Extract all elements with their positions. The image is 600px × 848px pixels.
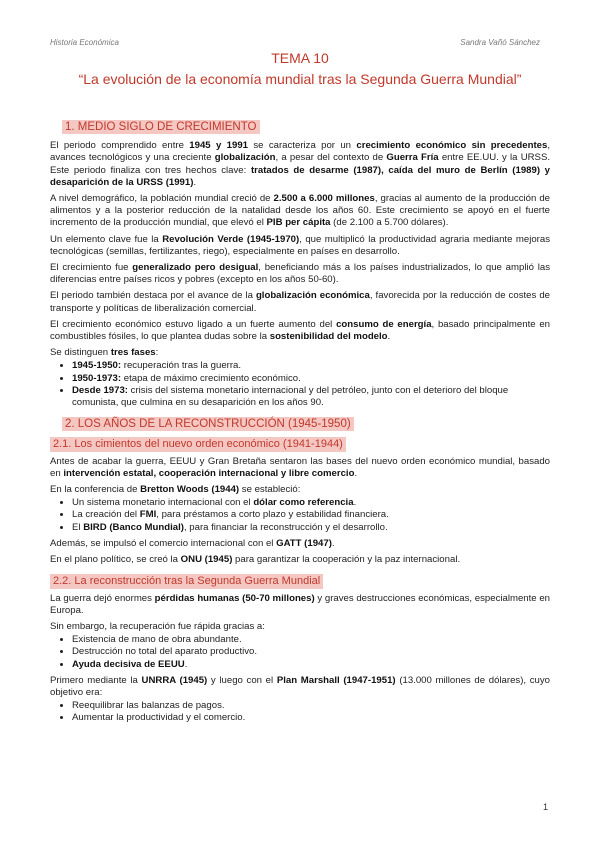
list-item: • 1945-1950: recuperación tras la guerra. — [72, 360, 550, 372]
s2-paragraph-6: Sin embargo, la recuperación fue rápida gracias a: — [50, 620, 265, 632]
list-item: • Existencia de mano de obra abundante. — [72, 634, 550, 646]
s1-paragraph-1: El periodo comprendido entre 1945 y 1991 se caracteriza por un crecimiento económico sin precedentes, avances tecnológicos y una creciente globalización, a pesar del contexto de Guerra Fría entre EE.UU. y la URSS. Este periodo finaliza con tres hechos clave: tratados de desarme (1987), caída del muro de Berlín (1989) y desaparición de la URSS (1991). — [50, 140, 551, 188]
s1-paragraph-4: El crecimiento fue generalizado pero desigual, beneficiando más a los países industrializados, lo que amplió las diferencias entre países ricos y pobres (excepto en los años 50-60). — [50, 262, 550, 286]
list-item: • Aumentar la productividad y el comercio. — [72, 712, 550, 724]
header-course: Historia Económica — [50, 38, 119, 47]
s1-paragraph-5: El periodo también destaca por el avance de la globalización económica, favorecida por la reducción de costes de transporte y políticas de liberalización comercial. — [50, 290, 550, 314]
list-item: • Un sistema monetario internacional con el dólar como referencia. — [72, 497, 550, 509]
s1-paragraph-6: El crecimiento económico estuvo ligado a un fuerte aumento del consumo de energía, basado principalmente en combustibles fósiles, lo que plantea dudas sobre la sostenibilidad del modelo. — [50, 318, 551, 343]
list-item: • Ayuda decisiva de EEUU. — [72, 659, 550, 671]
s1-paragraph-3: Un elemento clave fue la Revolución Verde (1945-1970), que multiplicó la productividad agraria mediante mejoras tecnológicas (semillas, fertilizantes, riego), especialmente en países en desarrollo. — [50, 233, 550, 257]
s2-paragraph-1: Antes de acabar la guerra, EEUU y Gran Bretaña sentaron las bases del nuevo orden económico mundial, basado en intervención estatal, cooperación internacional y libre comercio. — [50, 455, 550, 479]
page-number: 1 — [542, 802, 548, 812]
s2-paragraph-3: Además, se impulsó el comercio internacional con el GATT (1947). — [50, 537, 335, 549]
list-item: • 1950-1973: etapa de máximo crecimiento económico. — [72, 373, 550, 385]
s2-paragraph-5: La guerra dejó enormes pérdidas humanas (50-70 millones) y graves destrucciones económicas, especialmente en Europa. — [50, 592, 550, 616]
section-2-heading: 2. LOS AÑOS DE LA RECONSTRUCCIÓN (1945-1950) — [62, 417, 354, 431]
s1-paragraph-7: Se distinguen tres fases: — [50, 347, 159, 359]
list-item: • La creación del FMI, para préstamos a corto plazo y estabilidad financiera. — [72, 509, 550, 521]
header-author: Sandra Vañó Sánchez — [460, 38, 540, 47]
s2-paragraph-4: En el plano político, se creó la ONU (1945) para garantizar la cooperación y la paz internacional. — [50, 554, 461, 566]
goals-list — [50, 700, 550, 724]
subsection-2-2-heading: 2.2. La reconstrucción tras la Segunda Guerra Mundial — [50, 574, 323, 588]
list-item: • Destrucción no total del aparato productivo. — [72, 646, 550, 658]
bretton-woods-list — [50, 497, 550, 534]
list-item: • Reequilibrar las balanzas de pagos. — [72, 700, 550, 712]
page-subtitle: “La evolución de la economía mundial tras la Segunda Guerra Mundial” — [78, 71, 522, 87]
section-1-heading: 1. MEDIO SIGLO DE CRECIMIENTO — [62, 120, 260, 134]
subsection-2-1-heading: 2.1. Los cimientos del nuevo orden económico (1941-1944) — [50, 437, 346, 451]
list-item: • El BIRD (Banco Mundial), para financiar la reconstrucción y el desarrollo. — [72, 522, 550, 534]
document-body — [50, 120, 550, 729]
s2-paragraph-2: En la conferencia de Bretton Woods (1944) se estableció: — [50, 484, 301, 496]
s1-paragraph-2: A nivel demográfico, la población mundial creció de 2.500 a 6.000 millones, gracias al aumento de la producción de alimentos y a la posterior reducción de la natalidad desde los años 60. Este crecimiento se apoyó en el fuerte incremento de la producción mundial, que elevó el PIB per cápita (de 2.100 a 5.700 dólares). — [50, 193, 550, 229]
list-item: • Desde 1973: crisis del sistema monetario internacional y del petróleo, junto con el deterioro del bloque comunista, que culmina en su desaparición en los años 90. — [72, 385, 550, 409]
page-title: TEMA 10 — [271, 50, 329, 66]
phases-list — [50, 360, 550, 409]
reasons-list — [50, 634, 550, 671]
s2-paragraph-7: Primero mediante la UNRRA (1945) y luego con el Plan Marshall (1947-1951) (13.000 millones de dólares), cuyo objetivo era: — [50, 674, 550, 698]
